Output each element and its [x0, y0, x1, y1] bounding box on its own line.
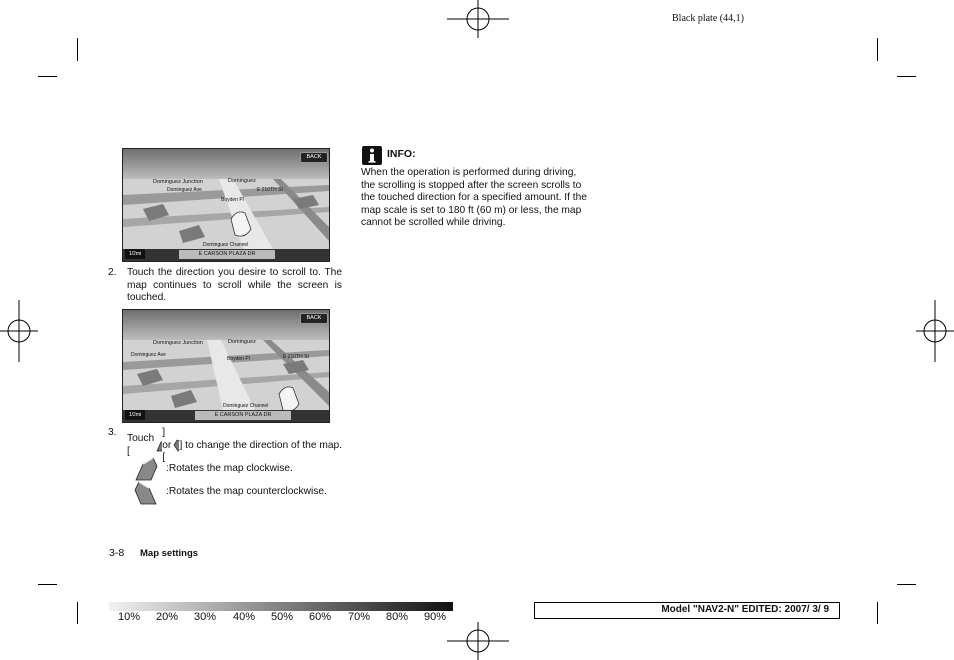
percent-label: 40%	[233, 611, 256, 623]
registration-mark-bottom	[447, 622, 509, 660]
page-number: 3-8	[109, 547, 125, 559]
back-button[interactable]: BACK	[300, 313, 328, 324]
percent-label: 70%	[348, 611, 371, 623]
map-view-2	[123, 310, 329, 422]
model-edit-text: Model "NAV2-N" EDITED: 2007/ 3/ 9	[661, 604, 829, 615]
percent-label: 10%	[118, 611, 141, 623]
map-screenshot-2	[122, 309, 330, 423]
step-text-mid: ] or [	[162, 427, 172, 463]
map-scale[interactable]: 1/2mi	[125, 249, 145, 259]
back-button[interactable]: BACK	[300, 152, 328, 163]
step-text: Touch the direction you desire to scroll to. The map continues to scroll while the screen is touched.	[127, 267, 342, 303]
gray-scale-bar	[109, 602, 453, 611]
percent-label: 50%	[271, 611, 294, 623]
map-scale[interactable]: 1/2mi	[125, 410, 145, 420]
street-name-bar: E CARSON PLAZA DR	[195, 411, 291, 420]
map-screenshot-1	[122, 148, 330, 262]
percent-label: 80%	[386, 611, 409, 623]
model-edit-box	[534, 602, 840, 619]
map-label: Dominguez Channel	[223, 403, 269, 409]
map-label: E 210TH St	[283, 354, 309, 360]
registration-mark-right	[916, 300, 954, 362]
map-label: Boyden Pl	[227, 356, 250, 362]
street-name-bar: E CARSON PLAZA DR	[179, 250, 275, 259]
map-label: Dominguez Junction	[153, 340, 203, 346]
registration-mark-top	[447, 0, 509, 38]
legend-clockwise: :Rotates the map clockwise.	[166, 463, 293, 474]
map-label: Dominguez Junction	[153, 179, 203, 185]
percent-label: 20%	[156, 611, 179, 623]
percent-label: 60%	[309, 611, 332, 623]
map-view-1	[123, 149, 329, 261]
info-title: INFO:	[387, 148, 416, 160]
step-number: 3.	[108, 427, 117, 438]
step-text-after: ] to change the direction of the map.	[179, 439, 342, 451]
map-label: Boyden Pl	[221, 197, 244, 203]
percent-label: 90%	[424, 611, 447, 623]
step-3	[108, 427, 342, 463]
map-label: Dominguez	[228, 339, 256, 345]
rotate-clockwise-icon	[154, 439, 162, 453]
map-label: Dominguez	[228, 178, 256, 184]
info-icon	[362, 146, 382, 165]
map-label: Dominguez Channel	[203, 242, 249, 248]
percent-label: 30%	[194, 611, 217, 623]
plate-label: Black plate (44,1)	[672, 13, 744, 24]
rotate-clockwise-icon	[133, 456, 159, 482]
step-text-before: Touch [	[127, 433, 155, 457]
map-label: E 210TH St	[257, 187, 283, 193]
step-2	[108, 267, 342, 307]
registration-mark-left	[0, 300, 38, 362]
section-title: Map settings	[140, 548, 199, 559]
info-body: When the operation is performed during driving, the scrolling is stopped after the screen scrolls to the touched direction for a specified amount. If the map scale is set to 180 ft (60 m) or less, the map cannot be scrolled while driving.	[361, 167, 587, 228]
step-number: 2.	[108, 267, 117, 278]
gray-scale-labels	[109, 611, 453, 625]
rotate-counterclockwise-icon	[133, 480, 159, 506]
legend-counterclockwise: :Rotates the map counterclockwise.	[166, 486, 327, 497]
map-label: Dominguez Ave	[131, 352, 166, 358]
rotate-counterclockwise-icon	[171, 439, 179, 453]
map-label: Dominguez Ave	[167, 187, 202, 193]
